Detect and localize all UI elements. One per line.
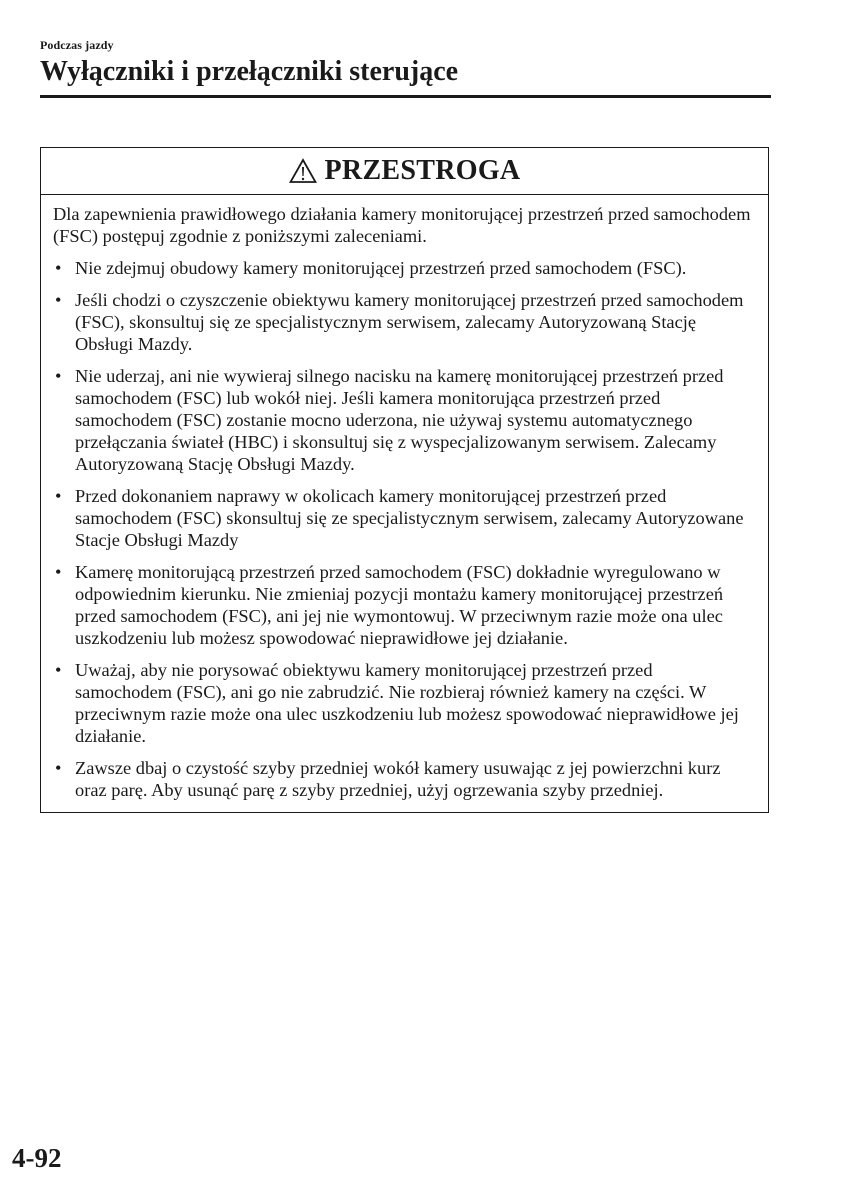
page-number: 4-92 xyxy=(12,1143,62,1173)
bullet-icon: • xyxy=(55,290,62,310)
caution-intro: Dla zapewnienia prawidłowego działania kamery monitorującej przestrzeń przed samochodem (FSC) postępuj zgodnie z poniższymi zaleceniami. xyxy=(53,204,751,246)
list-item-text: Przed dokonaniem naprawy w okolicach kamery monitorującej przestrzeń przed samochodem (FSC) skonsultuj się ze specjalistycznym serwisem, zalecamy Autoryzowane Stacje Obsługi Mazdy xyxy=(75,486,744,550)
caution-title: PRZESTROGA xyxy=(324,155,521,186)
warning-triangle-icon xyxy=(289,158,317,184)
list-item xyxy=(53,365,754,475)
bullet-icon: • xyxy=(55,486,62,506)
list-item xyxy=(53,561,754,649)
list-item-text: Kamerę monitorującą przestrzeń przed samochodem (FSC) dokładnie wyregulowano w odpowiednim kierunku. Nie zmieniaj pozycji montażu kamery monitorującej przestrzeń przed samochodem (FSC), ani jej nie wymontowuj. W przeciwnym razie może ona ulec uszkodzeniu lub możesz spowodować nieprawidłowe jej działanie. xyxy=(75,562,724,648)
bullet-icon: • xyxy=(55,758,62,778)
list-item-text: Uważaj, aby nie porysować obiektywu kamery monitorującej przestrzeń przed samochodem (FSC), ani go nie zabrudzić. Nie rozbieraj również kamery na części. W przeciwnym razie może ona ulec uszkodzeniu lub możesz spowodować nieprawidłowe jej działanie. xyxy=(75,660,739,746)
bullet-icon: • xyxy=(55,258,62,278)
page-title: Wyłączniki i przełączniki sterujące xyxy=(40,56,459,87)
caution-list xyxy=(53,257,754,801)
list-item-text: Nie uderzaj, ani nie wywieraj silnego nacisku na kamerę monitorującej przestrzeń przed samochodem (FSC) lub wokół niej. Jeśli kamera monitorująca przestrzeń przed samochodem (FSC) zostanie mocno uderzona, nie używaj systemu automatycznego przełączania świateł (HBC) i skonsultuj się z wyspecjalizowanym serwisem. Zalecamy Autoryzowaną Stację Obsługi Mazdy. xyxy=(75,366,724,474)
list-item xyxy=(53,289,754,355)
list-item xyxy=(53,659,754,747)
bullet-icon: • xyxy=(55,660,62,680)
bullet-icon: • xyxy=(55,562,62,582)
caution-header xyxy=(41,148,768,195)
caution-body xyxy=(41,195,768,801)
caution-box xyxy=(40,147,769,813)
list-item xyxy=(53,485,754,551)
list-item-text: Nie zdejmuj obudowy kamery monitorującej przestrzeń przed samochodem (FSC). xyxy=(75,258,687,278)
list-item xyxy=(53,257,754,279)
section-label: Podczas jazdy xyxy=(40,38,114,52)
bullet-icon: • xyxy=(55,366,62,386)
title-rule xyxy=(40,95,771,98)
list-item-text: Jeśli chodzi o czyszczenie obiektywu kamery monitorującej przestrzeń przed samochodem (FSC), skonsultuj się ze specjalistycznym serwisem, zalecamy Autoryzowaną Stację Obsługi Mazdy. xyxy=(75,290,744,354)
list-item xyxy=(53,757,754,801)
list-item-text: Zawsze dbaj o czystość szyby przedniej wokół kamery usuwając z jej powierzchni kurz oraz parę. Aby usunąć parę z szyby przedniej, użyj ogrzewania szyby przedniej. xyxy=(75,758,721,800)
